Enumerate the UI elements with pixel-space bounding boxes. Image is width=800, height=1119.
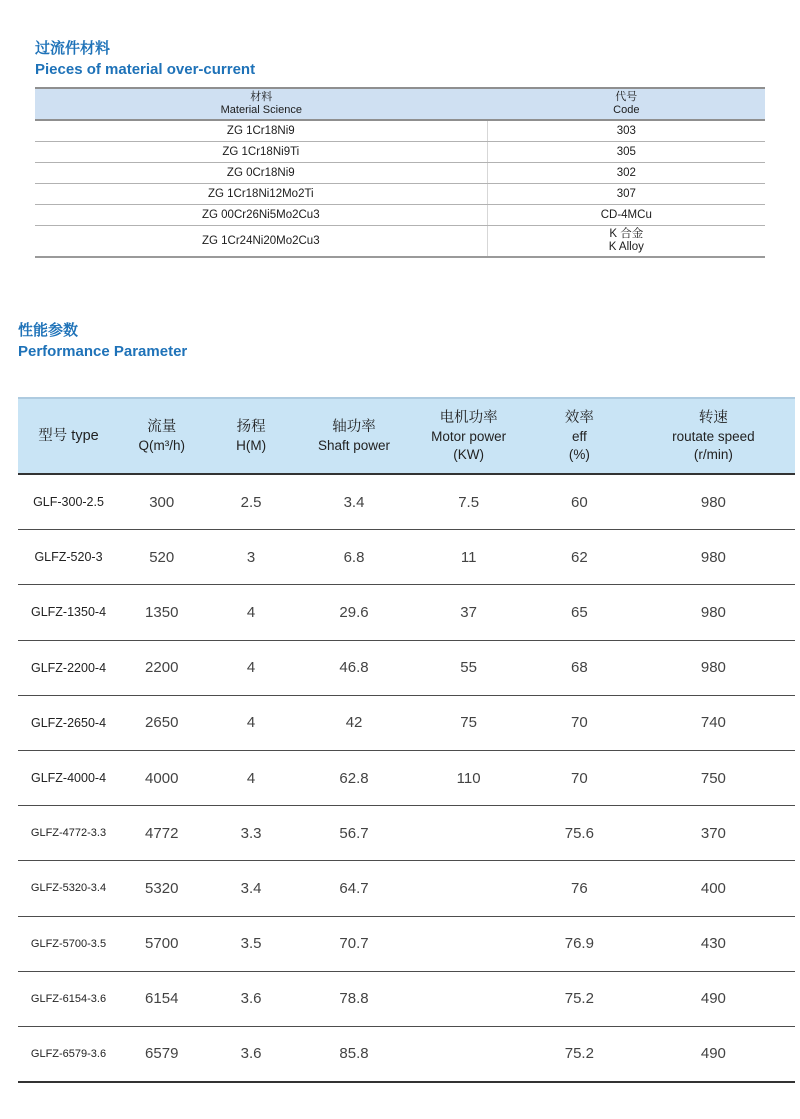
shaft-cell: 62.8 [339, 769, 369, 787]
shaft-cell: 70.7 [339, 935, 369, 953]
header-line: Motor power [431, 428, 507, 444]
section-performance [18, 320, 795, 1083]
table-row [35, 205, 765, 226]
material-cell: ZG 1Cr18Ni12Mo2Ti [35, 184, 488, 204]
code-cell: 302 [616, 166, 636, 179]
head-cell: 3 [246, 548, 256, 566]
eff-cell: 70 [571, 769, 588, 787]
header-line: 轴功率 [332, 418, 376, 435]
type-cell: GLFZ-5700-3.5 [30, 937, 107, 950]
column-header-head [204, 418, 297, 455]
header-line: Shaft power [318, 437, 391, 453]
flow-cell: 6154 [145, 990, 179, 1008]
code-cell: CD-4MCu [600, 208, 652, 221]
flow-cell: 2650 [145, 714, 179, 732]
motor-cell: 110 [456, 769, 481, 787]
code-header-en: Code [613, 104, 640, 116]
column-header-rotate-speed [632, 409, 795, 464]
eff-cell: 76 [571, 879, 588, 897]
table-row [18, 806, 795, 861]
type-cell: GLFZ-4000-4 [30, 771, 107, 786]
type-cell: GLFZ-1350-4 [30, 605, 107, 620]
flow-cell: 4000 [145, 769, 179, 787]
shaft-cell: 46.8 [339, 659, 369, 677]
speed-cell: 980 [700, 659, 726, 677]
speed-cell: 740 [700, 714, 726, 732]
speed-cell: 980 [700, 493, 726, 511]
code-header-cn: 代号 [615, 91, 638, 103]
code-cell: 303 [616, 124, 636, 137]
eff-cell: 62 [571, 548, 588, 566]
performance-table [18, 397, 795, 1083]
header-line: 型号 type [38, 427, 99, 444]
head-cell: 4 [246, 603, 256, 621]
header-line: Q(m³/h) [138, 437, 185, 453]
column-header-shaft-power [298, 418, 411, 455]
head-cell: 3.4 [240, 879, 262, 897]
table-row [18, 751, 795, 806]
column-header-efficiency [527, 409, 632, 464]
material-header-cn: 材料 [250, 91, 273, 103]
header-line: routate speed [672, 428, 755, 444]
eff-cell: 75.2 [564, 990, 594, 1008]
table-row [18, 585, 795, 640]
head-cell: 4 [246, 714, 256, 732]
material-cell: ZG 0Cr18Ni9 [35, 163, 488, 183]
code-column-header [488, 89, 765, 119]
flow-cell: 5700 [145, 935, 179, 953]
material-cell: ZG 00Cr26Ni5Mo2Cu3 [35, 205, 488, 225]
flow-cell: 5320 [145, 879, 179, 897]
section2-title-en: Performance Parameter [18, 343, 188, 360]
shaft-cell: 29.6 [339, 603, 369, 621]
flow-cell: 4772 [145, 824, 179, 842]
material-cell: ZG 1Cr18Ni9Ti [35, 142, 488, 162]
speed-cell: 430 [700, 935, 726, 953]
column-header-motor-power [410, 409, 527, 464]
section-materials [35, 38, 765, 258]
eff-cell: 70 [571, 714, 588, 732]
header-line: 转速 [698, 409, 728, 426]
section2-title-cn: 性能参数 [18, 322, 79, 339]
shaft-cell: 3.4 [343, 493, 365, 511]
code-line-cn: K 合金 [609, 228, 644, 240]
head-cell: 3.3 [240, 824, 262, 842]
header-line: 流量 [147, 418, 177, 435]
eff-cell: 65 [571, 603, 588, 621]
section1-title-en: Pieces of material over-current [35, 61, 256, 78]
material-cell: ZG 1Cr18Ni9 [35, 121, 488, 141]
shaft-cell: 64.7 [339, 879, 369, 897]
shaft-cell: 42 [345, 714, 363, 732]
eff-cell: 76.9 [564, 935, 594, 953]
type-cell: GLFZ-4772-3.3 [30, 827, 107, 840]
eff-cell: 75.2 [564, 1045, 594, 1063]
table-row [18, 696, 795, 751]
motor-cell: 7.5 [458, 493, 480, 511]
performance-table-header [18, 397, 795, 473]
speed-cell: 750 [700, 769, 726, 787]
header-line: H(M) [236, 437, 267, 453]
speed-cell: 980 [700, 548, 726, 566]
table-row [18, 861, 795, 916]
eff-cell: 68 [571, 659, 588, 677]
header-line: eff [571, 428, 587, 444]
material-column-header [35, 89, 488, 119]
column-header-flow [119, 418, 204, 455]
table-row [18, 1027, 795, 1081]
code-cell [488, 226, 765, 256]
head-cell: 2.5 [240, 493, 262, 511]
type-cell: GLF-300-2.5 [33, 495, 104, 510]
flow-cell: 1350 [145, 603, 179, 621]
speed-cell: 980 [700, 603, 726, 621]
head-cell: 4 [246, 659, 256, 677]
code-cell: 305 [616, 145, 636, 158]
speed-cell: 400 [700, 879, 726, 897]
table-row [18, 917, 795, 972]
header-line: (KW) [453, 446, 484, 462]
header-line: 电机功率 [439, 409, 498, 426]
material-header-en: Material Science [220, 104, 302, 116]
shaft-cell: 85.8 [339, 1045, 369, 1063]
type-cell: GLFZ-520-3 [34, 550, 103, 565]
head-cell: 3.5 [240, 935, 262, 953]
header-line: 效率 [564, 409, 594, 426]
material-table-header [35, 89, 765, 121]
motor-cell: 55 [460, 659, 477, 677]
material-table [35, 87, 765, 258]
shaft-cell: 56.7 [339, 824, 369, 842]
table-row [18, 641, 795, 696]
column-header-type [18, 427, 119, 446]
flow-cell: 520 [149, 548, 175, 566]
motor-cell: 11 [460, 548, 477, 566]
head-cell: 3.6 [240, 1045, 262, 1063]
table-row [18, 475, 795, 530]
section1-title-cn: 过流件材料 [35, 40, 111, 57]
eff-cell: 75.6 [564, 824, 594, 842]
performance-table-body [18, 473, 795, 1083]
shaft-cell: 6.8 [343, 548, 365, 566]
type-cell: GLFZ-5320-3.4 [30, 882, 107, 895]
head-cell: 4 [246, 769, 256, 787]
header-line: 扬程 [236, 418, 266, 435]
header-line: (r/min) [693, 446, 733, 462]
speed-cell: 490 [700, 990, 726, 1008]
type-cell: GLFZ-2650-4 [30, 715, 107, 730]
table-row [35, 184, 765, 205]
flow-cell: 2200 [145, 659, 179, 677]
table-row [35, 142, 765, 163]
table-row [18, 972, 795, 1027]
head-cell: 3.6 [240, 990, 262, 1008]
table-row [35, 163, 765, 184]
table-row [18, 530, 795, 585]
header-line: (%) [568, 446, 590, 462]
speed-cell: 490 [700, 1045, 726, 1063]
motor-cell: 75 [460, 714, 477, 732]
material-cell: ZG 1Cr24Ni20Mo2Cu3 [35, 226, 488, 256]
table-row [35, 226, 765, 256]
code-line-en: K Alloy [608, 241, 644, 253]
flow-cell: 300 [149, 493, 175, 511]
code-cell: 307 [616, 187, 636, 200]
eff-cell: 60 [571, 493, 588, 511]
speed-cell: 370 [700, 824, 726, 842]
shaft-cell: 78.8 [339, 990, 369, 1008]
motor-cell: 37 [460, 603, 477, 621]
type-cell: GLFZ-6579-3.6 [30, 1047, 107, 1060]
type-cell: GLFZ-6154-3.6 [30, 992, 107, 1005]
type-cell: GLFZ-2200-4 [30, 660, 107, 675]
table-row [35, 121, 765, 142]
flow-cell: 6579 [145, 1045, 179, 1063]
